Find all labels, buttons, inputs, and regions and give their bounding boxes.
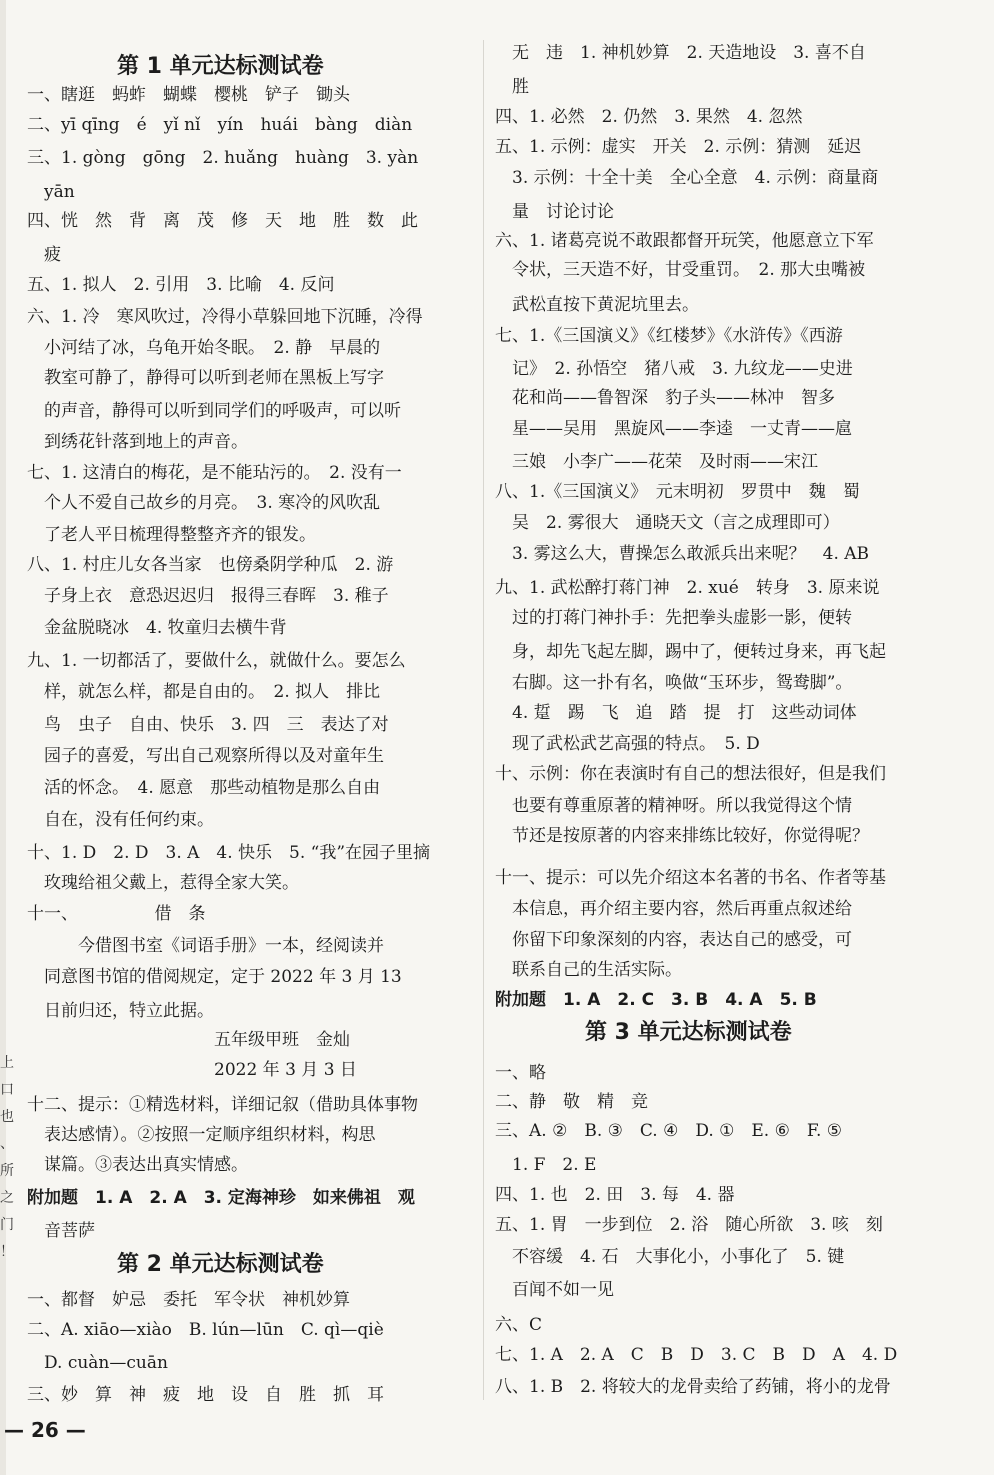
answer-line: 六、C bbox=[495, 1315, 543, 1335]
answer-line: 了老人平日梳理得整整齐齐的银发。 bbox=[27, 525, 316, 545]
spine-char: 、 bbox=[0, 1136, 14, 1152]
answer-line: 同意图书馆的借阅规定，定于 2022 年 3 月 13 bbox=[27, 967, 402, 987]
answer-line: 到绣花针落到地上的声音。 bbox=[27, 432, 248, 452]
answer-line: 3. 雾这么大，曹操怎么敢派兵出来呢？ 4. AB bbox=[495, 544, 870, 564]
section-title: 第 2 单元达标测试卷 bbox=[117, 1252, 324, 1277]
answer-line: 二、A. xiāo—xiào B. lún—lūn C. qì—qiè bbox=[27, 1320, 384, 1340]
answer-line: 子身上衣 意恐迟迟归 报得三春晖 3. 稚子 bbox=[27, 586, 389, 606]
answer-line: 八、1.《三国演义》 元末明初 罗贯中 魏 蜀 bbox=[495, 482, 860, 502]
answer-line: 二、yī qīng é yǐ nǐ yín huái bàng diàn bbox=[27, 115, 413, 135]
answer-line: 小河结了冰，乌龟开始冬眠。 2. 静 早晨的 bbox=[27, 338, 381, 358]
answer-line: 节还是按原著的内容来排练比较好，你觉得呢？ bbox=[495, 826, 869, 846]
spine-text bbox=[0, 1050, 12, 1266]
answer-line: 胜 bbox=[495, 77, 529, 97]
answer-line: yān bbox=[27, 182, 75, 202]
answer-line: 现了武松武艺高强的特点。 5. D bbox=[495, 734, 760, 754]
answer-line: 三、妙 算 神 疲 地 设 自 胜 抓 耳 bbox=[27, 1385, 384, 1405]
answer-line: 过的打蒋门神扑手：先把拳头虚影一影，便转 bbox=[495, 608, 852, 628]
answer-line: 五、1. 胃 一步到位 2. 浴 随心所欲 3. 咳 刻 bbox=[495, 1215, 883, 1235]
spine-char: 所 bbox=[0, 1163, 14, 1179]
answer-line: 鸟 虫子 自由、快乐 3. 四 三 表达了对 bbox=[27, 715, 389, 735]
answer-line: 十、1. D 2. D 3. A 4. 快乐 5. “我”在园子里摘 bbox=[27, 843, 431, 863]
spine-char: 之 bbox=[0, 1190, 14, 1206]
answer-line: 一、都督 妒忌 委托 军令状 神机妙算 bbox=[27, 1290, 350, 1310]
answer-line: 八、1. B 2. 将较大的龙骨卖给了药铺，将小的龙骨 bbox=[495, 1377, 891, 1397]
answer-line: 附加题 1. A 2. C 3. B 4. A 5. B bbox=[495, 990, 817, 1010]
answer-line: 3. 示例：十全十美 全心全意 4. 示例：商量商 bbox=[495, 168, 879, 188]
answer-line: 七、1. 这清白的梅花，是不能玷污的。 2. 没有一 bbox=[27, 463, 402, 483]
answer-line: 右脚。这一扑有名，唤做“玉环步，鸳鸯脚”。 bbox=[495, 673, 853, 693]
spine-char: 上 bbox=[0, 1055, 14, 1071]
answer-line: 三、A. ② B. ③ C. ④ D. ① E. ⑥ F. ⑤ bbox=[495, 1121, 843, 1141]
answer-line: 玫瑰给祖父戴上，惹得全家大笑。 bbox=[27, 873, 299, 893]
answer-line: 十一、 借 条 bbox=[27, 904, 206, 924]
answer-line: 三、1. gòng gōng 2. huǎng huàng 3. yàn bbox=[27, 148, 419, 168]
answer-line: 六、1. 诸葛亮说不敢跟都督开玩笑，他愿意立下军 bbox=[495, 231, 874, 251]
answer-line: 十二、提示：①精选材料，详细记叙（借助具体事物 bbox=[27, 1095, 418, 1115]
answer-line: 本信息，再介绍主要内容，然后再重点叙述给 bbox=[495, 899, 852, 919]
answer-line: 不容缓 4. 石 大事化小，小事化了 5. 键 bbox=[495, 1247, 845, 1267]
answer-line: 个人不爱自己故乡的月亮。 3. 寒冷的风吹乱 bbox=[27, 493, 381, 513]
answer-line: 星——吴用 黑旋风——李逵 一丈青——扈 bbox=[495, 419, 852, 439]
answer-line: 五、1. 示例：虚实 开关 2. 示例：猜测 延迟 bbox=[495, 137, 862, 157]
answer-line: 2022 年 3 月 3 日 bbox=[27, 1060, 357, 1080]
answer-line: 金盆脱晓冰 4. 牧童归去横牛背 bbox=[27, 618, 287, 638]
answer-line: 无 违 1. 神机妙算 2. 天造地设 3. 喜不自 bbox=[495, 43, 866, 63]
answer-line: 你留下印象深刻的内容，表达自己的感受，可 bbox=[495, 930, 852, 950]
answer-line: 花和尚——鲁智深 豹子头——林冲 智多 bbox=[495, 388, 835, 408]
answer-line: 一、瞎逛 蚂蚱 蝴蝶 樱桃 铲子 锄头 bbox=[27, 85, 350, 105]
column-divider bbox=[483, 40, 484, 1400]
answer-line: 联系自己的生活实际。 bbox=[495, 960, 682, 980]
answer-line: 三娘 小李广——花荣 及时雨——宋江 bbox=[495, 452, 818, 472]
answer-line: 九、1. 武松醉打蒋门神 2. xué 转身 3. 原来说 bbox=[495, 578, 880, 598]
spine-char: ！ bbox=[0, 1244, 14, 1260]
answer-line: 十一、提示：可以先介绍这本名著的书名、作者等基 bbox=[495, 868, 886, 888]
answer-line: 4. 踅 踢 飞 追 踏 提 打 这些动词体 bbox=[495, 703, 857, 723]
spine-char: 也 bbox=[0, 1109, 14, 1125]
answer-line: 五、1. 拟人 2. 引用 3. 比喻 4. 反问 bbox=[27, 275, 335, 295]
spine-char: 门 bbox=[0, 1217, 14, 1233]
answer-line: 九、1. 一切都活了，要做什么，就做什么。要怎么 bbox=[27, 651, 406, 671]
answer-line: 活的怀念。 4. 愿意 那些动植物是那么自由 bbox=[27, 778, 381, 798]
answer-line: 一、略 bbox=[495, 1063, 546, 1083]
answer-line: 四、恍 然 背 离 茂 修 天 地 胜 数 此 bbox=[27, 211, 418, 231]
answer-line: 令状，三天造不好，甘受重罚。 2. 那大虫嘴被 bbox=[495, 260, 866, 280]
answer-line: 自在，没有任何约束。 bbox=[27, 810, 214, 830]
answer-line: 身，却先飞起左脚，踢中了，便转过身来，再飞起 bbox=[495, 642, 886, 662]
answer-line: 音菩萨 bbox=[27, 1221, 95, 1241]
answer-line: 1. F 2. E bbox=[495, 1155, 597, 1175]
answer-line: 吴 2. 雾很大 通晓天文（言之成理即可） bbox=[495, 513, 840, 533]
answer-line: 六、1. 冷 寒风吹过，冷得小草躲回地下沉睡，冷得 bbox=[27, 307, 423, 327]
answer-line: 百闻不如一见 bbox=[495, 1280, 614, 1300]
answer-line: 八、1. 村庄儿女各当家 也傍桑阴学种瓜 2. 游 bbox=[27, 555, 394, 575]
answer-line: 疲 bbox=[27, 245, 61, 265]
answer-line: 谋篇。③表达出真实情感。 bbox=[27, 1155, 248, 1175]
answer-line: 附加题 1. A 2. A 3. 定海神珍 如来佛祖 观 bbox=[27, 1188, 415, 1208]
answer-line: 也要有尊重原著的精神呀。所以我觉得这个情 bbox=[495, 796, 852, 816]
answer-line: 记》 2. 孙悟空 猪八戒 3. 九纹龙——史进 bbox=[495, 359, 853, 379]
answer-line: 量 讨论讨论 bbox=[495, 202, 614, 222]
answer-line: 表达感情）。②按照一定顺序组织材料，构思 bbox=[27, 1125, 376, 1145]
answer-line: 五年级甲班 金灿 bbox=[27, 1030, 350, 1050]
answer-line: 今借图书室《词语手册》一本，经阅读并 bbox=[27, 936, 384, 956]
answer-line: 日前归还，特立此据。 bbox=[27, 1001, 214, 1021]
answer-line: 十、示例：你在表演时有自己的想法很好，但是我们 bbox=[495, 764, 886, 784]
spine-char: 口 bbox=[0, 1082, 14, 1098]
answer-line: 的声音，静得可以听到同学们的呼吸声，可以听 bbox=[27, 401, 401, 421]
answer-line: 七、1. A 2. A C B D 3. C B D A 4. D bbox=[495, 1345, 898, 1365]
page-number: — 26 — bbox=[4, 1418, 86, 1442]
answer-line: 教室可静了，静得可以听到老师在黑板上写字 bbox=[27, 368, 384, 388]
answer-line: 园子的喜爱，写出自己观察所得以及对童年生 bbox=[27, 746, 384, 766]
answer-line: 武松直按下黄泥坑里去。 bbox=[495, 295, 699, 315]
answer-line: 二、静 敬 精 竞 bbox=[495, 1092, 648, 1112]
section-title: 第 3 单元达标测试卷 bbox=[585, 1020, 792, 1045]
section-title: 第 1 单元达标测试卷 bbox=[117, 54, 324, 79]
answer-line: 四、1. 必然 2. 仍然 3. 果然 4. 忽然 bbox=[495, 107, 803, 127]
answer-line: 七、1.《三国演义》《红楼梦》《水浒传》《西游 bbox=[495, 326, 843, 346]
answer-line: 四、1. 也 2. 田 3. 每 4. 器 bbox=[495, 1185, 735, 1205]
answer-line: D. cuàn—cuān bbox=[27, 1353, 168, 1373]
answer-line: 样，就怎么样，都是自由的。 2. 拟人 排比 bbox=[27, 682, 381, 702]
